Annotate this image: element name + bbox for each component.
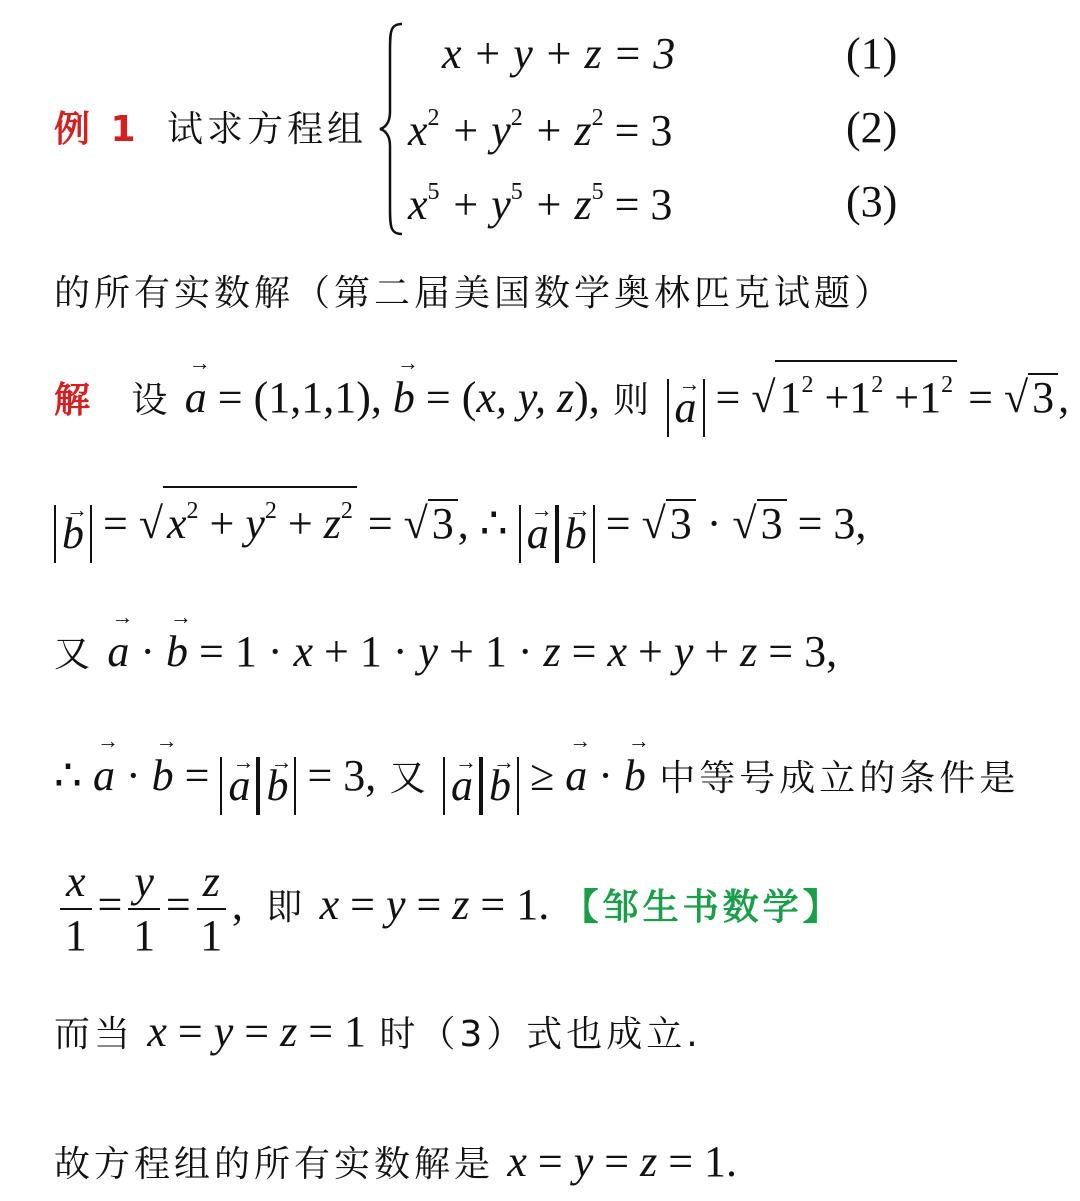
solution-line-5: $\frac{x}{1}$ = $\frac{y}{1}$ = $\frac{z}{1}$ , 即 x = y = z = 1. 【邹生书数学】 bbox=[54, 856, 843, 962]
solution-line-2: → $b = √x^2 + y^2 + z^2 = √3$, ∴ → a→ b = √3 · √3 = 3, bbox=[54, 486, 866, 563]
equation-1-number: (1) bbox=[846, 29, 898, 78]
problem-source: 的所有实数解（第二届美国数学奥林匹克试题） bbox=[54, 273, 895, 314]
solution-line-3: 又 → a · → b = 1 · x + 1 · y + 1 · z = x + y + z = 3, bbox=[54, 630, 837, 674]
solution-label: 解 bbox=[54, 380, 95, 421]
equation-3: $x^5 + y^5 + z^5 = 3$ bbox=[408, 179, 673, 229]
example-heading bbox=[54, 106, 367, 148]
system-brace bbox=[378, 22, 404, 236]
solution-line-4: ∴ → a · → b = → a→ b = 3, 又 → a→ b ≥ → a · → b 中等号成立的条件是 bbox=[54, 754, 1019, 815]
watermark-label: 【邹生书数学】 bbox=[562, 887, 843, 929]
example-prompt: 试求方程组 bbox=[166, 109, 367, 150]
solution-line-6: 而当 x = y = z = 1 时（3）式也成立. bbox=[54, 1007, 702, 1056]
example-label: 例 1 bbox=[54, 109, 140, 150]
equation-1: x + y + z = 3 bbox=[442, 29, 676, 78]
equation-3-number: (3) bbox=[846, 177, 898, 226]
equation-2-number: (2) bbox=[846, 103, 898, 152]
equation-2: $x^2 + y^2 + z^2 = 3$ bbox=[408, 105, 673, 155]
conclusion-line: 故方程组的所有实数解是 x = y = z = 1. bbox=[54, 1137, 738, 1186]
solution-line-1: 解 设 → a = (1,1,1), → b = (x, y, z), 则 → $a = √1^2 +1^2 +1^2 = √3$, bbox=[54, 360, 1069, 437]
